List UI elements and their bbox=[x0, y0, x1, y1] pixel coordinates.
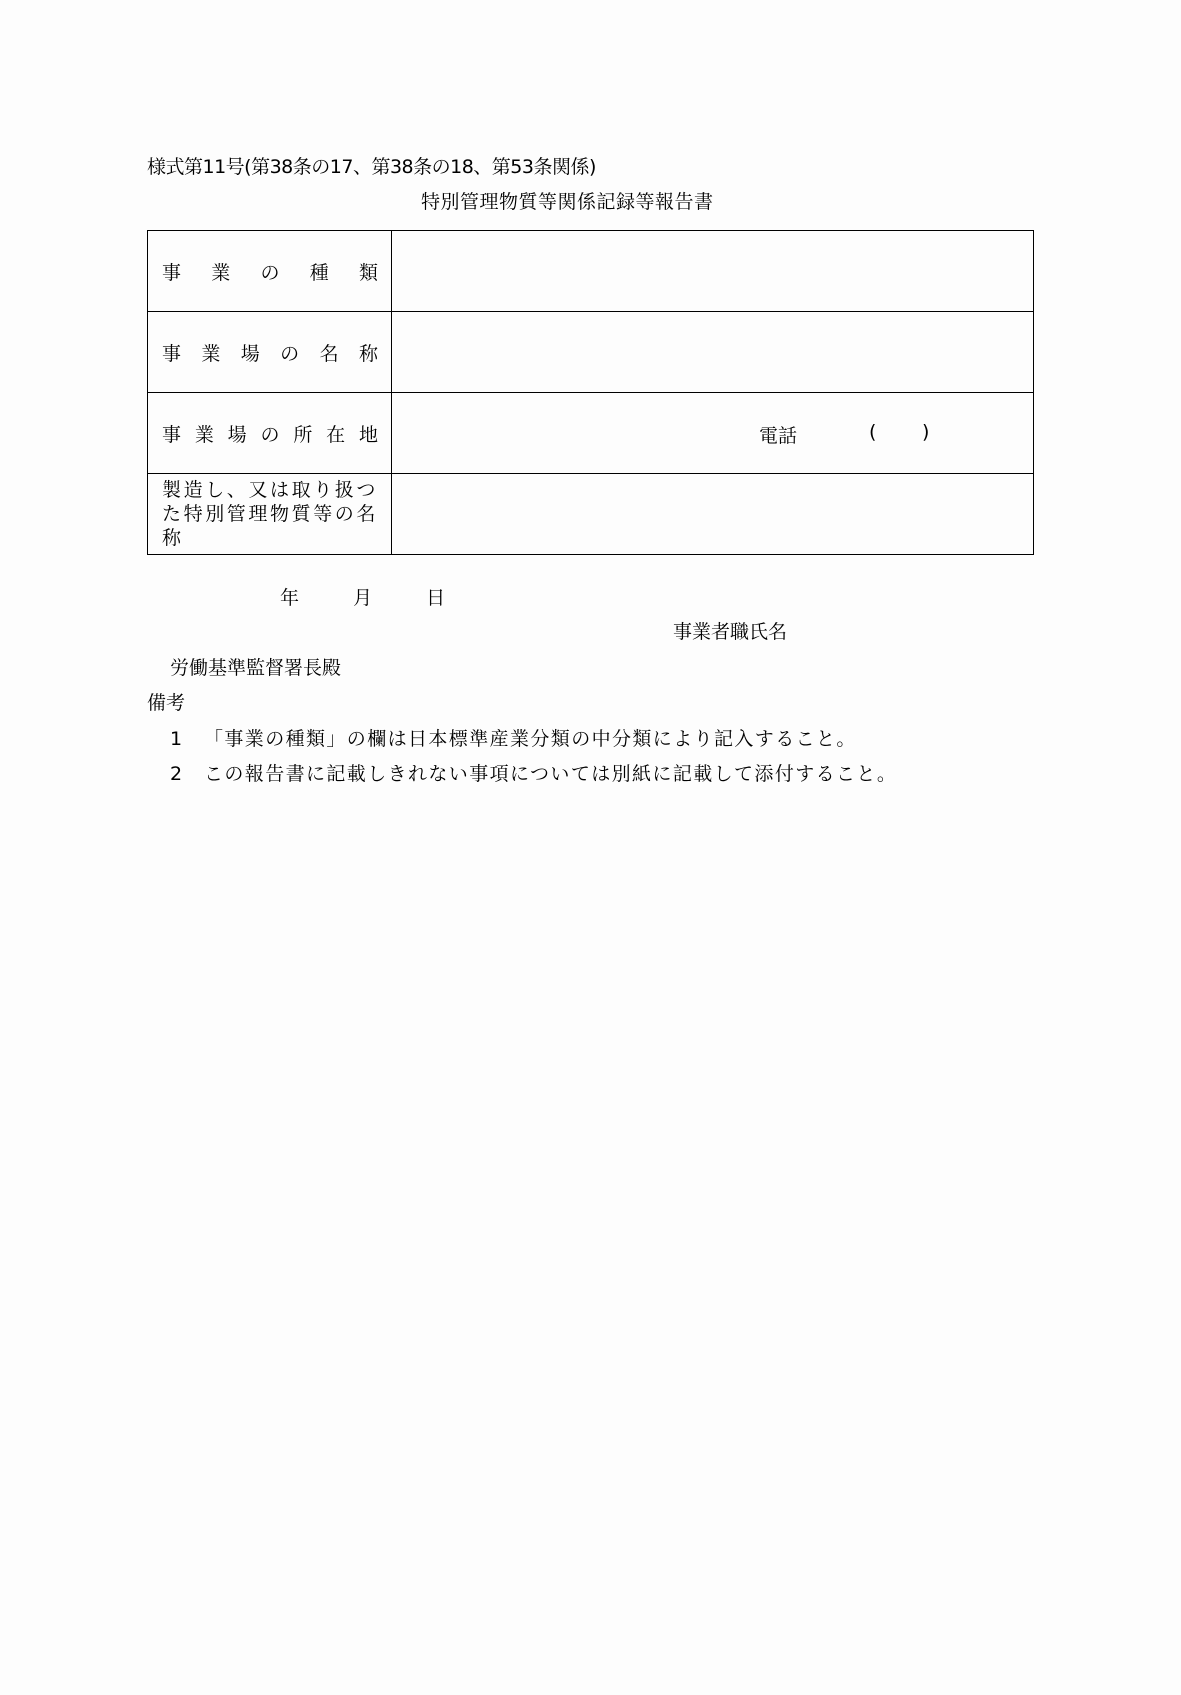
document-title: 特別管理物質等関係記録等報告書 bbox=[421, 191, 714, 213]
table-row-workplace-address bbox=[148, 393, 1034, 474]
label-char: 業 bbox=[211, 261, 231, 284]
phone-area-code-close: ) bbox=[922, 421, 930, 443]
business-type-field[interactable] bbox=[392, 231, 1034, 312]
substance-name-field[interactable] bbox=[392, 474, 1034, 555]
addressee: 労働基準監督署長殿 bbox=[170, 657, 342, 679]
note-text: 「事業の種類」の欄は日本標準産業分類の中分類により記入すること。 bbox=[204, 728, 857, 750]
table-row-substance-name bbox=[148, 474, 1034, 555]
label-char: の bbox=[280, 342, 300, 365]
table-row-workplace-name bbox=[148, 312, 1034, 393]
workplace-address-field[interactable] bbox=[392, 393, 1034, 474]
label-char: 称 bbox=[358, 342, 378, 365]
notes-heading: 備考 bbox=[147, 692, 186, 714]
workplace-name-field[interactable] bbox=[392, 312, 1034, 393]
table-row-business-type bbox=[148, 231, 1034, 312]
note-number: 2 bbox=[170, 763, 184, 785]
signatory-label: 事業者職氏名 bbox=[673, 621, 788, 643]
note-item bbox=[170, 759, 897, 786]
label-char: 事 bbox=[162, 261, 182, 284]
report-table bbox=[147, 230, 1034, 555]
phone-label: 電話 bbox=[759, 425, 798, 447]
label-workplace-address bbox=[148, 393, 392, 474]
label-char: 類 bbox=[358, 261, 378, 284]
date-month-label: 月 bbox=[353, 587, 373, 609]
label-substance-name: 製造し、又は取り扱つた特別管理物質等の名称 bbox=[148, 474, 392, 555]
date-year-label: 年 bbox=[280, 587, 300, 609]
label-business-type bbox=[148, 231, 392, 312]
note-text: この報告書に記載しきれない事項については別紙に記載して添付すること。 bbox=[204, 763, 898, 785]
label-workplace-name bbox=[148, 312, 392, 393]
label-char: 地 bbox=[358, 423, 378, 446]
label-char: の bbox=[260, 423, 280, 446]
date-line bbox=[280, 583, 445, 610]
date-day-label: 日 bbox=[426, 587, 446, 609]
label-char: 事 bbox=[162, 342, 182, 365]
label-char: 場 bbox=[240, 342, 260, 365]
label-char: 業 bbox=[201, 342, 221, 365]
label-char: 所 bbox=[293, 423, 313, 446]
note-item bbox=[170, 724, 857, 751]
label-char: の bbox=[260, 261, 280, 284]
phone-area-code-open: ( bbox=[869, 421, 877, 443]
note-number: 1 bbox=[170, 728, 184, 750]
label-char: 種 bbox=[309, 261, 329, 284]
label-char: 在 bbox=[326, 423, 346, 446]
label-char: 名 bbox=[319, 342, 339, 365]
form-number: 様式第11号(第38条の17、第38条の18、第53条関係) bbox=[147, 156, 596, 178]
label-char: 業 bbox=[194, 423, 214, 446]
label-char: 事 bbox=[162, 423, 182, 446]
label-char: 場 bbox=[227, 423, 247, 446]
